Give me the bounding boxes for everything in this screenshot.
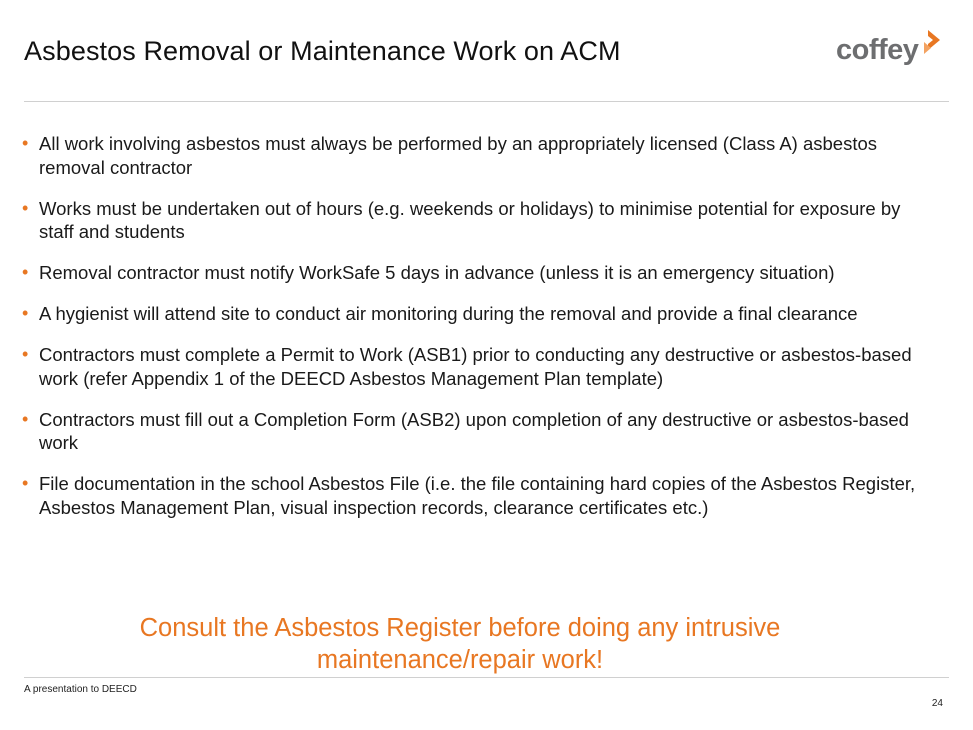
bullet-list (22, 132, 922, 537)
footer-text: A presentation to DEECD (24, 684, 137, 695)
bullet-icon: • (22, 133, 29, 153)
callout-message: Consult the Asbestos Register before doing any intrusive maintenance/repair work! (139, 614, 781, 674)
logo-wordmark: coffey (836, 34, 919, 66)
bullet-text: File documentation in the school Asbestos File (i.e. the file containing hard copies of the Asbestos Register, Asbestos Management Plan, visual inspection records, clearance certificates etc.) (39, 473, 916, 518)
bullet-text: Contractors must complete a Permit to Work (ASB1) prior to conducting any destructive or asbestos-based work (refer Appendix 1 of the DEECD Asbestos Management Plan template) (39, 344, 912, 389)
bullet-icon: • (22, 408, 29, 429)
footer-divider (24, 677, 949, 678)
bullet-text: All work involving asbestos must always be performed by an appropriately licensed (Class A) asbestos removal contractor (39, 133, 878, 178)
bullet-item (22, 302, 922, 326)
bullet-item (22, 261, 922, 285)
bullet-icon: • (22, 197, 29, 218)
bullet-item (22, 343, 922, 390)
bullet-text: Contractors must fill out a Completion Form (ASB2) upon completion of any destructive or asbestos-based work (39, 408, 909, 453)
bullet-item (22, 132, 922, 179)
coffey-logo (836, 28, 948, 72)
bullet-item (22, 197, 922, 244)
logo-chevron-icon (922, 28, 946, 58)
bullet-icon: • (22, 262, 29, 282)
bullet-item (22, 472, 922, 519)
bullet-text: Works must be undertaken out of hours (e.g. weekends or holidays) to minimise potential for exposure by staff and students (39, 197, 901, 242)
page-number: 24 (931, 698, 943, 709)
bullet-icon: • (22, 473, 29, 493)
bullet-icon: • (22, 303, 29, 323)
bullet-text: Removal contractor must notify WorkSafe 5 days in advance (unless it is an emergency situation) (39, 262, 835, 283)
bullet-item (22, 408, 922, 455)
slide-title: Asbestos Removal or Maintenance Work on ACM (24, 36, 621, 66)
header-divider (24, 101, 949, 102)
bullet-icon: • (22, 344, 29, 364)
bullet-text: A hygienist will attend site to conduct air monitoring during the removal and provide a final clearance (39, 303, 858, 324)
